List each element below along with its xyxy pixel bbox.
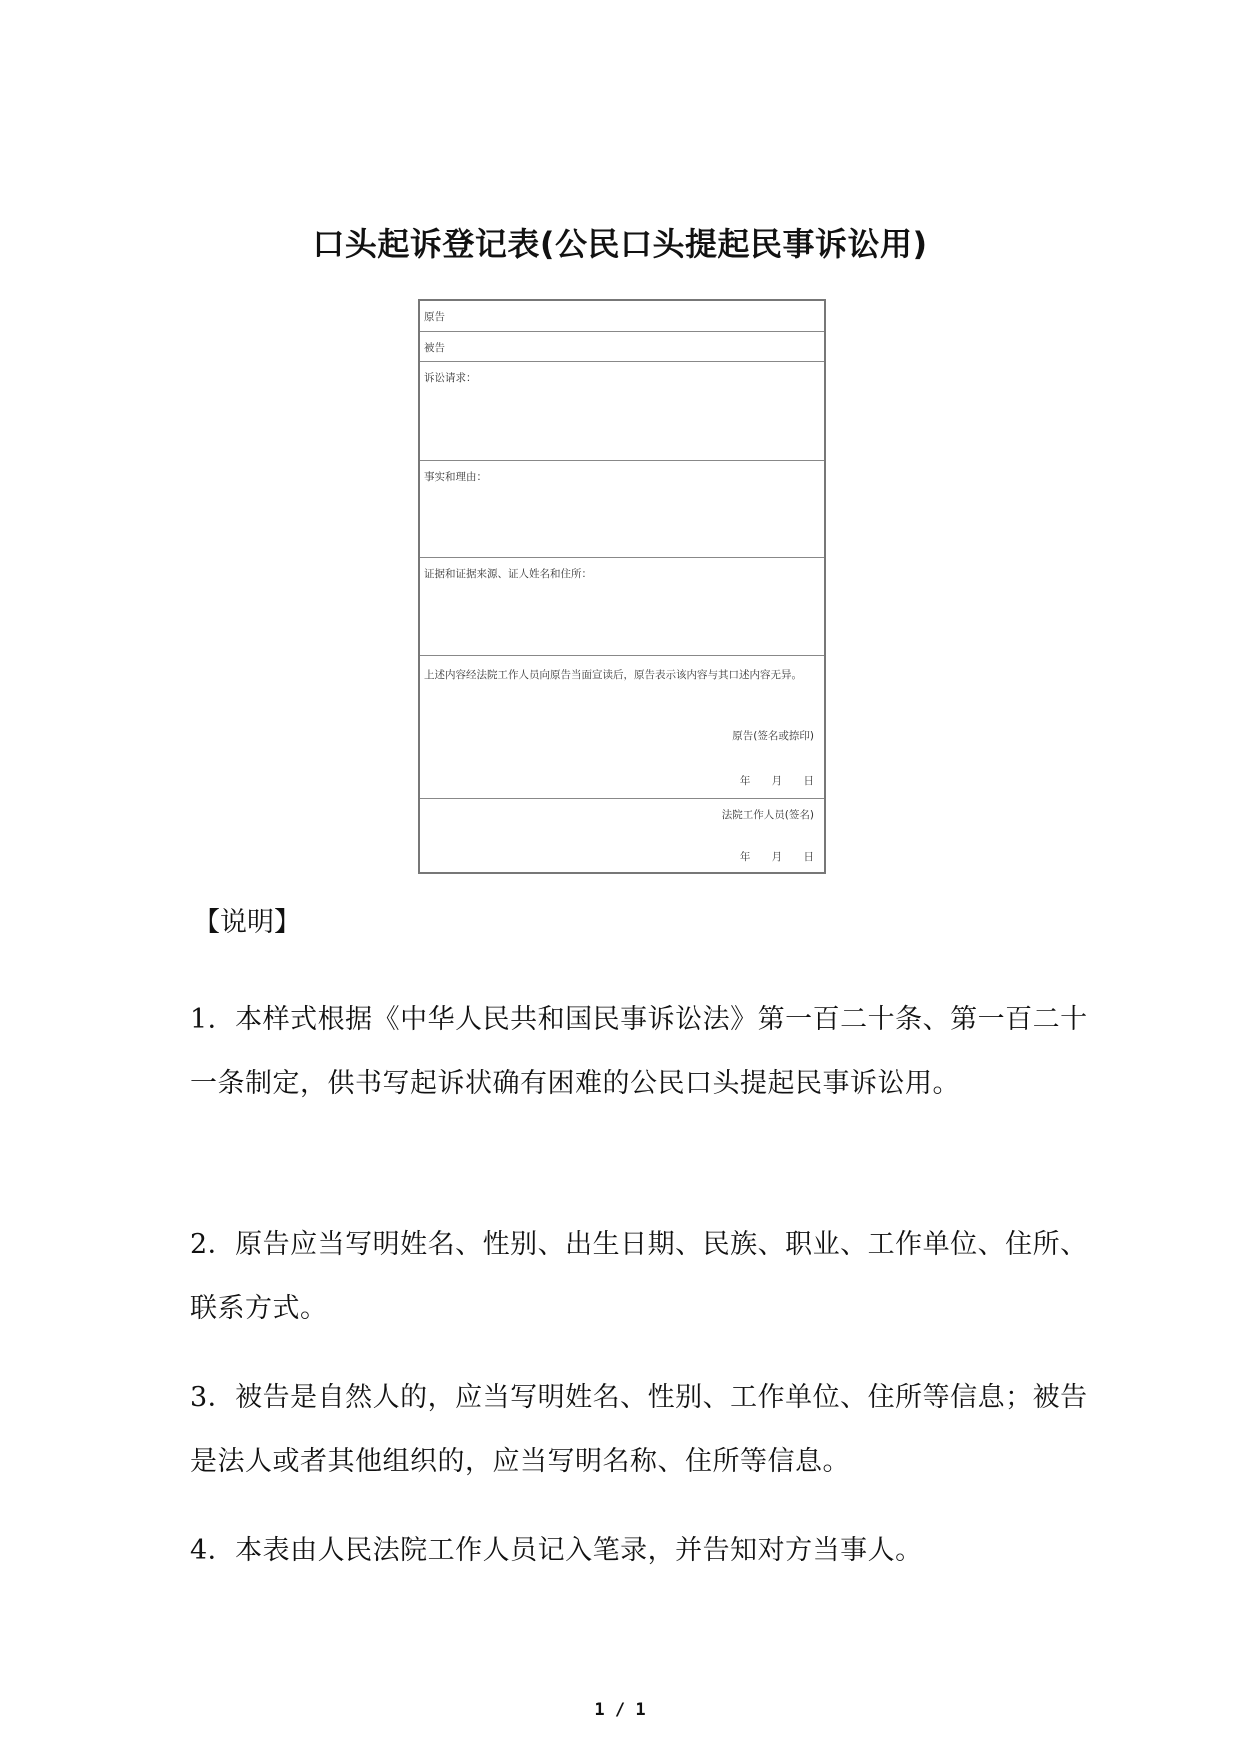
facts-row [420,461,824,558]
plaintiff-label: 原告 [424,311,445,323]
statement-row [420,656,824,799]
staff-date-label: 年 月 日 [739,851,814,863]
facts-label: 事实和理由： [424,471,487,483]
defendant-label: 被告 [424,342,445,354]
plaintiff-date-label: 年 月 日 [739,775,814,787]
defendant-row [420,332,824,362]
page-number: 1 / 1 [594,1700,646,1720]
notes-heading: 【说明】 [193,907,301,938]
page-title: 口头起诉登记表(公民口头提起民事诉讼用) [312,225,928,263]
staff-row [420,799,824,872]
evidence-label: 证据和证据来源、证人姓名和住所： [424,568,592,580]
statement-text: 上述内容经法院工作人员向原告当面宣读后，原告表示该内容与其口述内容无异。 [424,669,802,681]
evidence-row [420,558,824,656]
registration-form-table [418,299,826,874]
note-item-3: 3．被告是自然人的，应当写明姓名、性别、工作单位、住所等信息；被告是法人或者其他组织的，应当写明名称、住所等信息。 [190,1382,1088,1477]
note-item-1: 1．本样式根据《中华人民共和国民事诉讼法》第一百二十条、第一百二十一条制定，供书写起诉状确有困难的公民口头提起民事诉讼用。 [190,1004,1088,1099]
claims-row [420,362,824,461]
plaintiff-row [420,301,824,332]
plaintiff-signature-label: 原告(签名或捺印) [732,730,814,742]
note-item-4: 4．本表由人民法院工作人员记入笔录，并告知对方当事人。 [190,1535,923,1566]
claims-label: 诉讼请求： [424,372,477,384]
staff-signature-label: 法院工作人员(签名) [721,809,814,821]
note-item-2: 2．原告应当写明姓名、性别、出生日期、民族、职业、工作单位、住所、联系方式。 [190,1229,1088,1324]
